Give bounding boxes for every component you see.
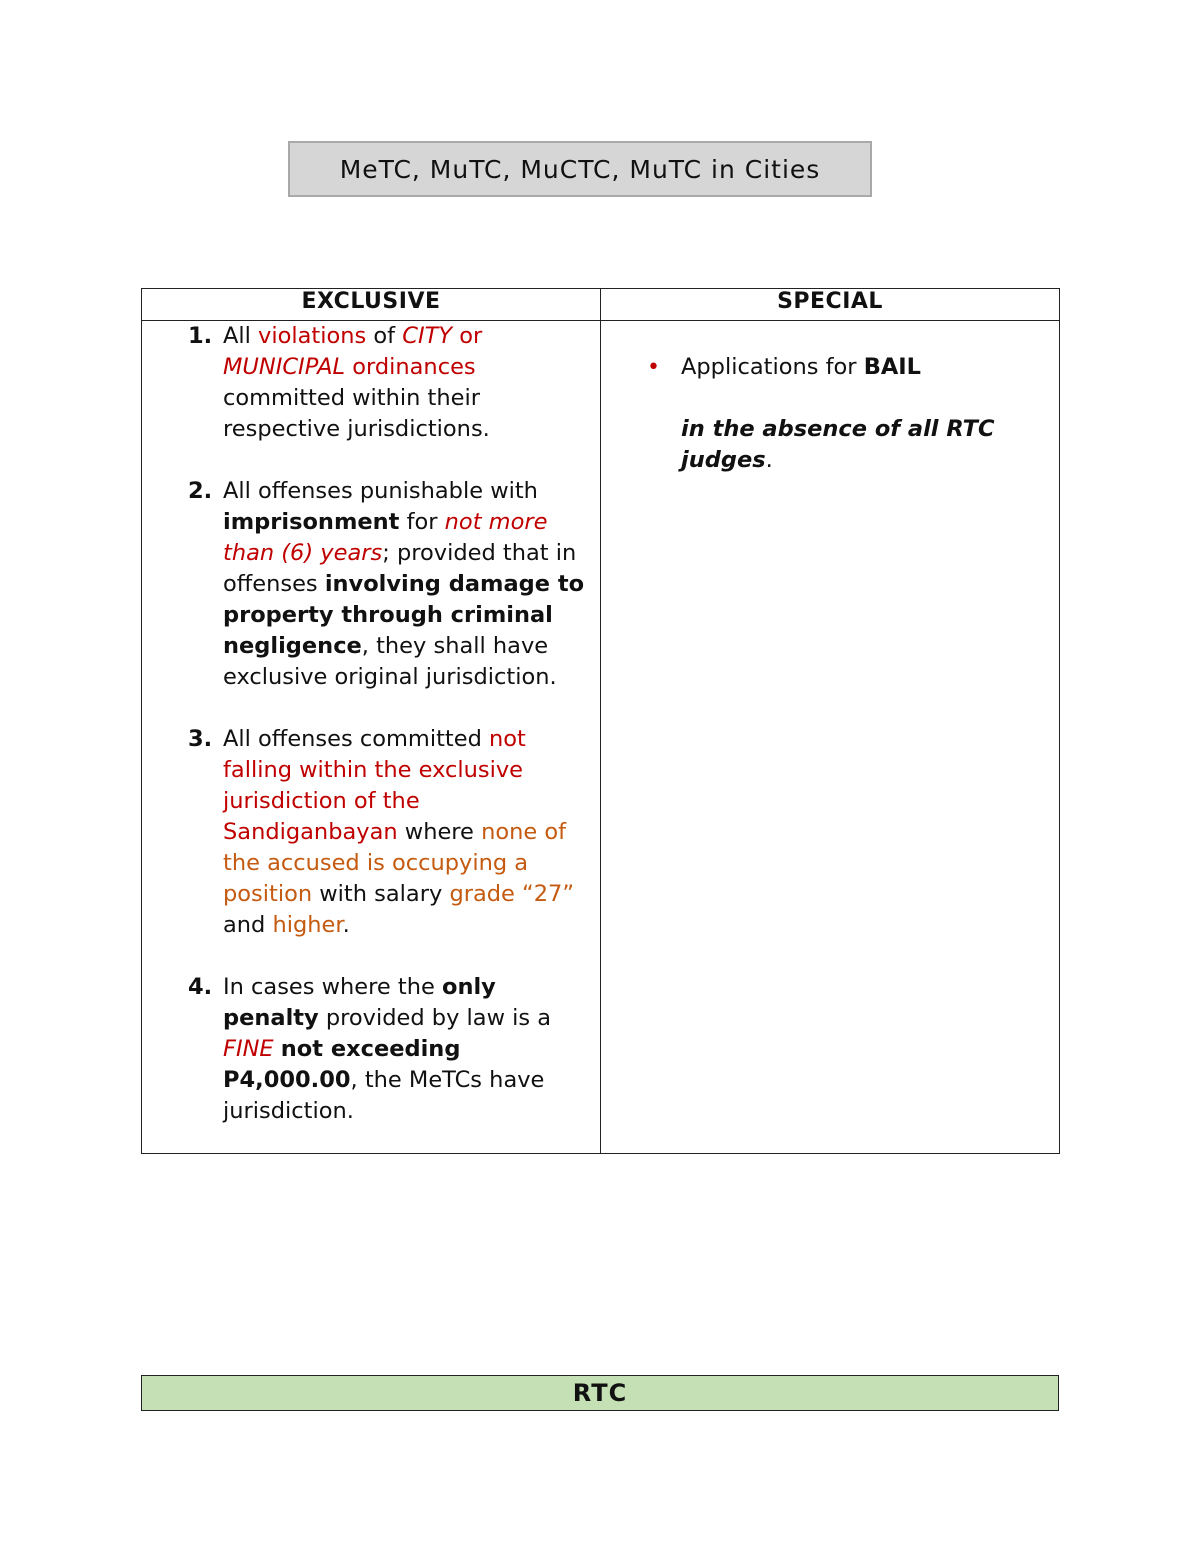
list-item-text: higher [272,912,343,938]
special-note [681,414,1039,476]
list-item-text: provided by law is a [318,1005,552,1031]
list-item-text: grade “27” [449,881,574,907]
list-item-text: not exceeding P4,000.00 [223,1036,461,1093]
special-note-suffix: . [765,447,773,473]
list-item-text: and [223,912,273,938]
rtc-section-title: RTC [141,1375,1059,1411]
special-text [681,352,1039,383]
list-item-text: not falling within the exclusive jurisdiction of the Sandiganbayan [223,726,526,845]
list-item [142,972,600,1127]
list-item-text: not more than (6) years [223,509,548,566]
list-item-text: committed within their respective jurisdictions. [223,385,490,442]
special-item [601,321,1059,476]
list-item-number: 1. [188,323,213,349]
exclusive-list [142,321,600,1127]
list-item [142,321,600,445]
list-item-text: MUNICIPAL [223,354,346,380]
list-item-text: , the MeTCs have jurisdiction. [223,1067,545,1124]
list-item-text: . [342,912,350,938]
list-item-text: CITY [402,323,453,349]
list-item-number: 4. [188,974,213,1000]
list-item-text: All [223,323,259,349]
list-item-text: where [397,819,482,845]
list-item-number: 3. [188,726,213,752]
list-item [142,476,600,693]
list-item [142,724,600,941]
list-item-text: ordinances [345,354,476,380]
table-header-row [142,289,1060,321]
list-item-text: imprisonment [223,509,400,535]
list-item-text: of [366,323,403,349]
page-title: MeTC, MuTC, MuCTC, MuTC in Cities [288,141,872,197]
header-special: SPECIAL [601,289,1060,321]
list-item-text: All offenses punishable with [223,478,538,504]
list-item-text: or [452,323,483,349]
list-item-text: All offenses committed [223,726,490,752]
list-item-text: violations [258,323,367,349]
list-item-text: involving damage to property through criminal negligence [223,571,585,659]
special-cell [601,321,1060,1154]
list-item-text: ; provided that in offenses [223,540,577,597]
list-item-text: for [399,509,445,535]
list-item-text: FINE [223,1036,274,1062]
list-item-text [274,1036,281,1062]
jurisdiction-table [141,288,1060,1154]
header-exclusive: EXCLUSIVE [142,289,601,321]
list-item-text: with salary [312,881,450,907]
list-item-text: , they shall have exclusive original jurisdiction. [223,633,557,690]
list-item-text: In cases where the [223,974,442,1000]
list-item-number: 2. [188,478,213,504]
special-text-prefix: Applications for [681,354,864,380]
list-item-text: none of the accused is occupying a position [223,819,567,907]
bullet-icon: • [647,355,660,380]
list-item-text: only penalty [223,974,496,1031]
exclusive-cell [142,321,601,1154]
special-text-bold: BAIL [863,354,921,380]
table-row [142,321,1060,1154]
special-note-text: in the absence of all RTC judges [681,416,995,473]
